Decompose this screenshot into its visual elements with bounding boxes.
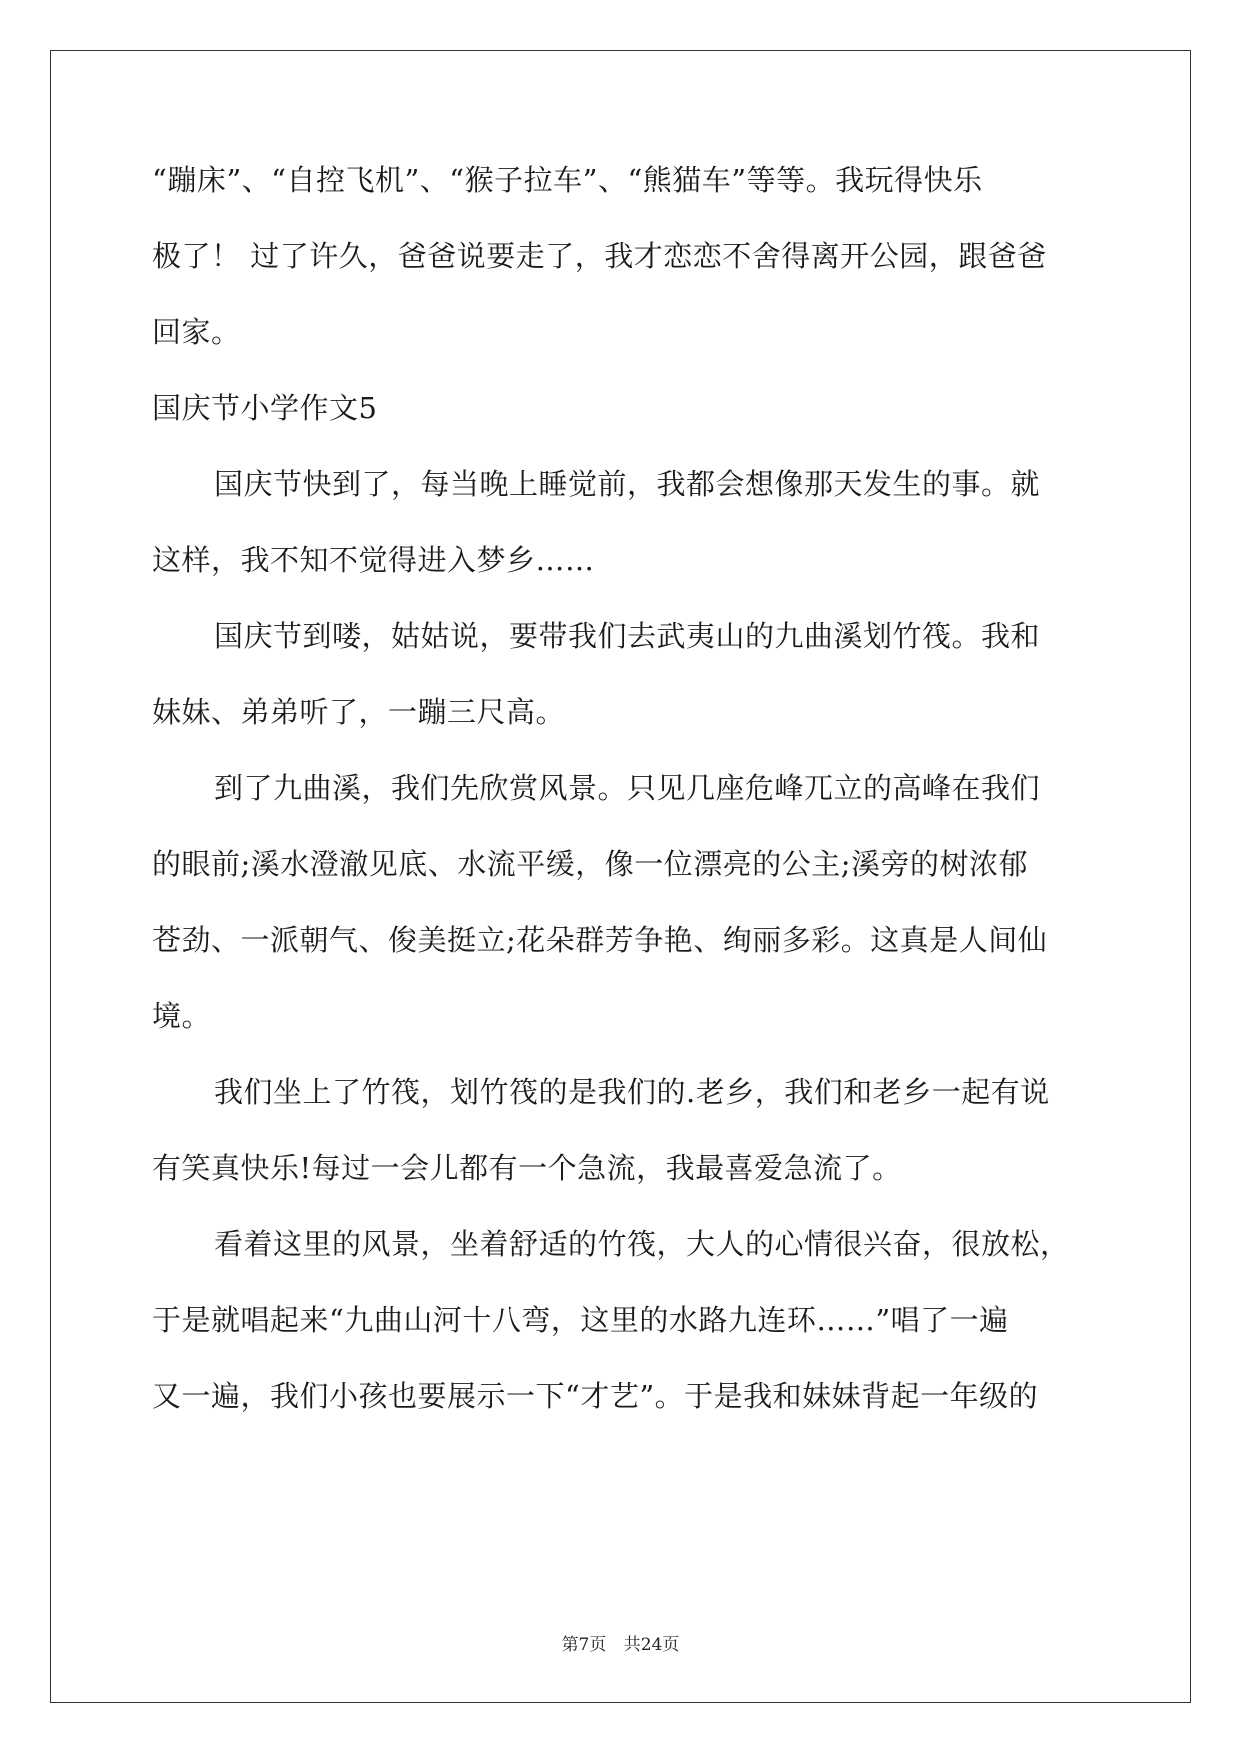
text-line: 妹妹、弟弟听了，一蹦三尺高。 bbox=[152, 695, 566, 729]
text-line: 境。 bbox=[152, 999, 212, 1033]
text-line: 苍劲、一派朝气、俊美挺立;花朵群芳争艳、绚丽多彩。这真是人间仙 bbox=[152, 923, 1048, 957]
text-line: 有笑真快乐!每过一会儿都有一个急流，我最喜爱急流了。 bbox=[152, 1151, 902, 1185]
text-line: 于是就唱起来“九曲山河十八弯，这里的水路九连环……”唱了一遍 bbox=[152, 1303, 1009, 1337]
paragraph-start: 国庆节到喽，姑姑说，要带我们去武夷山的九曲溪划竹筏。我和 bbox=[214, 619, 1041, 653]
page-footer bbox=[0, 1630, 1241, 1655]
section-title: 国庆节小学作文5 bbox=[152, 391, 378, 425]
text-line: 这样，我不知不觉得进入梦乡…… bbox=[152, 543, 595, 577]
page-number-total: 共24页 bbox=[623, 1635, 680, 1655]
page-number-current: 第7页 bbox=[561, 1635, 607, 1655]
text-line: 回家。 bbox=[152, 315, 241, 349]
paragraph-start: 到了九曲溪，我们先欣赏风景。只见几座危峰兀立的高峰在我们 bbox=[214, 771, 1041, 805]
text-line: 的眼前;溪水澄澈见底、水流平缓，像一位漂亮的公主;溪旁的树浓郁 bbox=[152, 847, 1029, 881]
paragraph-start: 我们坐上了竹筏，划竹筏的是我们的.老乡，我们和老乡一起有说 bbox=[214, 1075, 1050, 1109]
paragraph-start: 看着这里的风景，坐着舒适的竹筏，大人的心情很兴奋，很放松， bbox=[214, 1227, 1070, 1261]
document-body bbox=[152, 160, 1092, 1452]
paragraph-start: 国庆节快到了，每当晚上睡觉前，我都会想像那天发生的事。就 bbox=[214, 467, 1041, 501]
text-line: 极了！ 过了许久，爸爸说要走了，我才恋恋不舍得离开公园，跟爸爸 bbox=[152, 239, 1047, 273]
text-line: “蹦床”、“自控飞机”、“猴子拉车”、“熊猫车”等等。我玩得快乐 bbox=[152, 163, 983, 197]
text-line: 又一遍，我们小孩也要展示一下“才艺”。于是我和妹妹背起一年级的 bbox=[152, 1379, 1039, 1413]
